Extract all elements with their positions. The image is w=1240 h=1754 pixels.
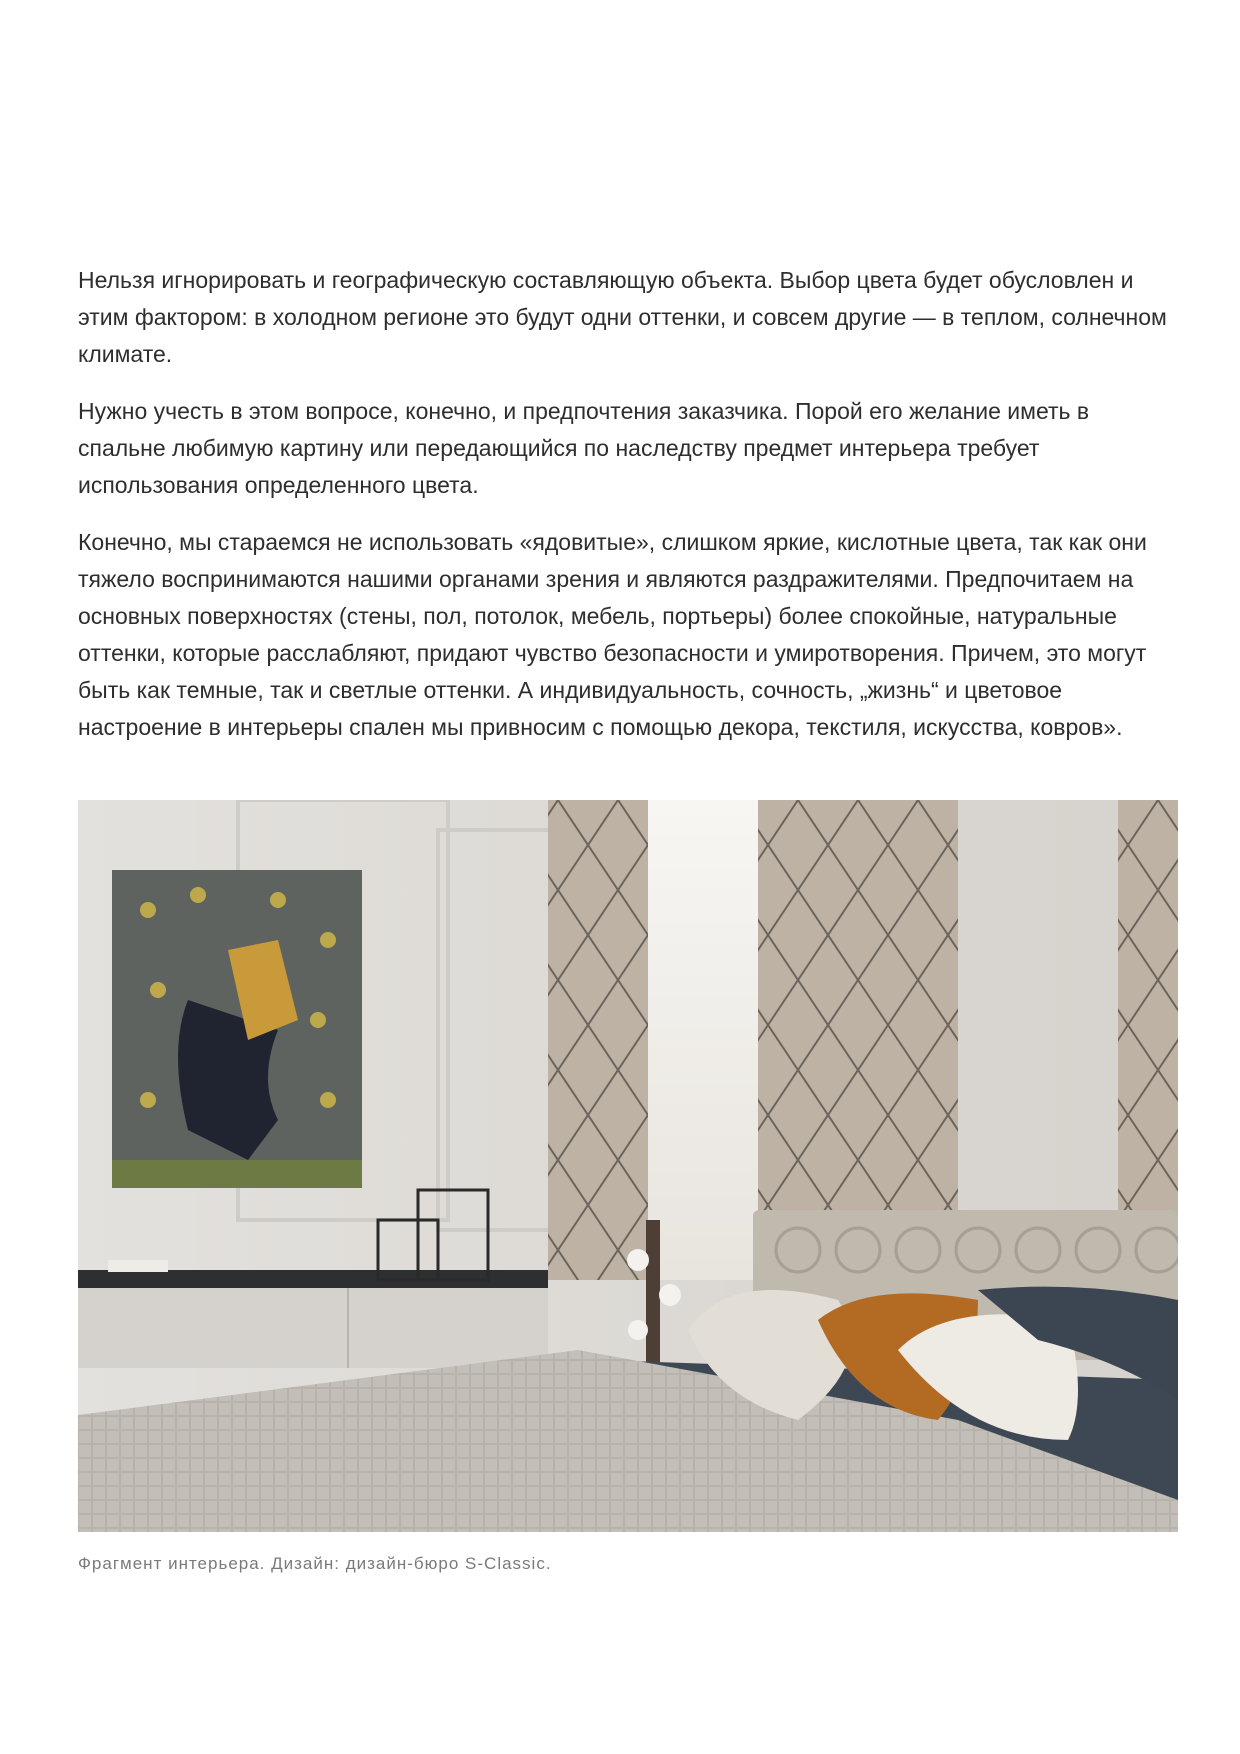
paragraph-client-preferences: Нужно учесть в этом вопросе, конечно, и предпочтения заказчика. Порой его желание иметь в спальне любимую картину или передающийся по наследству предмет интерьера требует использования определенного цвета. xyxy=(78,398,1090,498)
paragraph-color-approach: Конечно, мы стараемся не использовать «ядовитые», слишком яркие, кислотные цвета, так как они тяжело воспринимаются нашими органами зрения и являются раздражителями. Предпочитаем на основных поверхностях (стены, пол, потолок, мебель, портьеры) более спокойные, натуральные оттенки, которые расслабляют, придают чувство безопасности и умиротворения. Причем, это могут быть как темные, так и светлые оттенки. А индивидуальность, сочность, „жизнь“ и цветовое настроение в интерьеры спален мы привносим с помощью декора, текстиля, искусства, ковров». xyxy=(78,529,1147,740)
bedroom-illustration xyxy=(78,800,1178,1532)
photo-caption: Фрагмент интерьера. Дизайн: дизайн-бюро S-Classic. xyxy=(78,1554,552,1573)
paragraph-geography: Нельзя игнорировать и географическую составляющую объекта. Выбор цвета будет обусловлен и этим фактором: в холодном регионе это будут одни оттенки, и совсем другие — в теплом, солнечном климате. xyxy=(78,267,1167,367)
article-body xyxy=(78,262,1178,766)
bedroom-interior-photo xyxy=(78,800,1178,1532)
